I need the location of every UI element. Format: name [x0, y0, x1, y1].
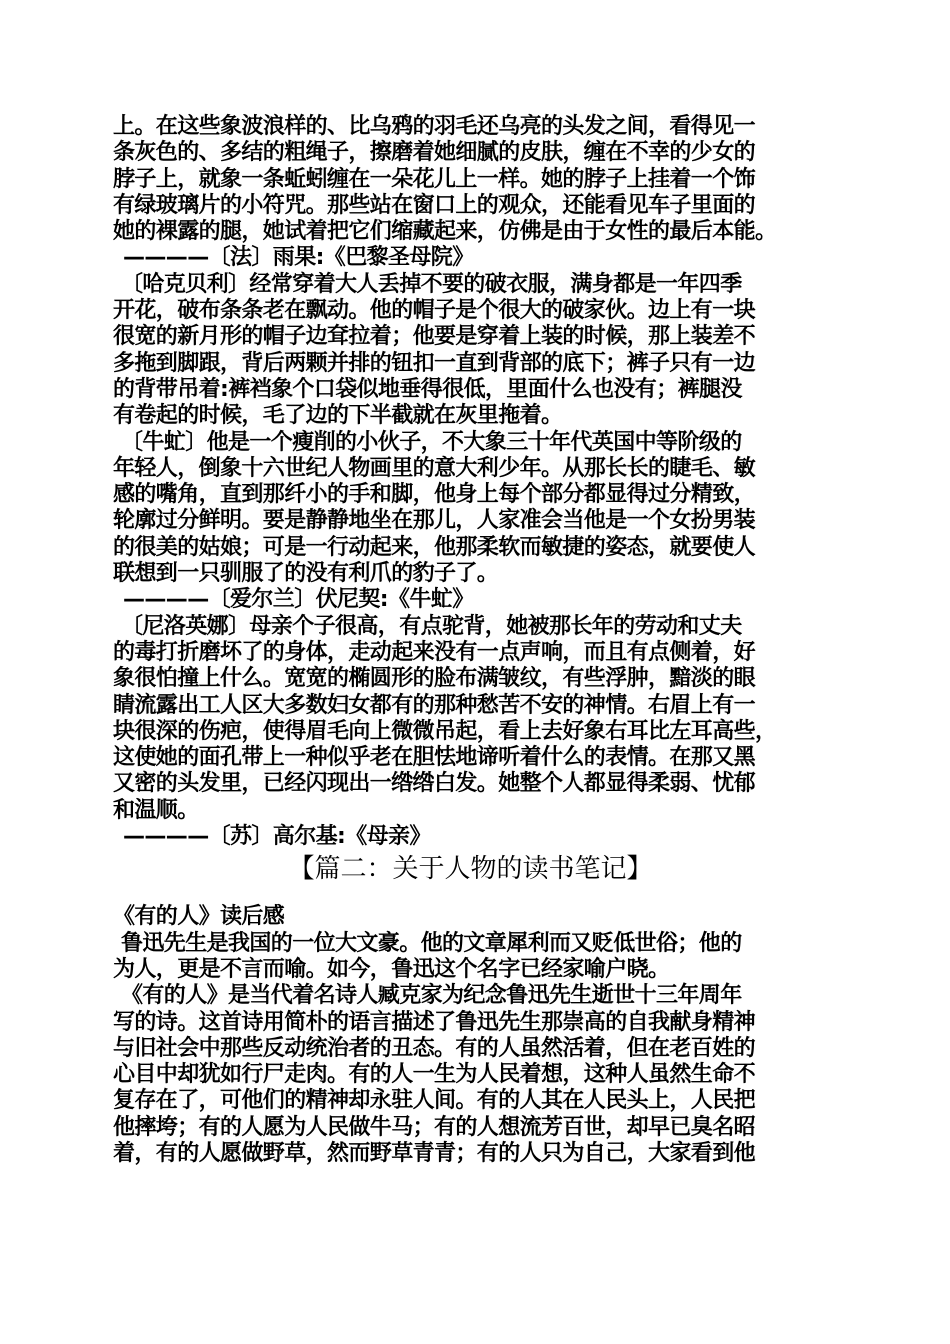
- text-line: 他摔垮；有的人愿为人民做牛马；有的人想流芳百世，却早已臭名昭: [113, 1114, 756, 1140]
- text-line: 她的裸露的腿，她试着把它们缩藏起来，仿佛是由于女性的最后本能。: [113, 219, 777, 245]
- text-line: 有卷起的时候，毛了边的下半截就在灰里拖着。: [113, 403, 563, 429]
- text-line: 条灰色的、多结的粗绳子，擦磨着她细腻的皮肤，缠在不幸的少女的: [113, 140, 756, 166]
- attribution-line: ————〔法〕雨果:《巴黎圣母院》: [123, 245, 474, 271]
- text-line: 又密的头发里，已经闪现出一绺绺白发。她整个人都显得柔弱、忧郁: [113, 771, 756, 797]
- text-line: 象很怕撞上什么。宽宽的椭圆形的脸布满皱纹，有些浮肿，黯淡的眼: [113, 666, 756, 692]
- text-line: 睛流露出工人区大多数妇女都有的那种愁苦不安的神情。右眉上有一: [113, 692, 756, 718]
- text-line: 《有的人》是当代着名诗人臧克家为纪念鲁迅先生逝世十三年周年: [121, 983, 742, 1009]
- text-line: 脖子上，就象一条蚯蚓缠在一朵花儿上一样。她的脖子上挂着一个饰: [113, 166, 756, 192]
- reading-note: [113, 904, 848, 1167]
- text-line: 上。在这些象波浪样的、比乌鸦的羽毛还乌亮的头发之间，看得见一: [113, 114, 756, 139]
- text-line: 多拖到脚跟，背后两颗并排的钮扣一直到背部的底下；裤子只有一边: [113, 350, 756, 376]
- text-line: 鲁迅先生是我国的一位大文豪。他的文章犀利而又贬低世俗；他的: [121, 930, 742, 956]
- text-line: 为人，更是不言而喻。如今，鲁迅这个名字已经家喻户晓。: [113, 956, 670, 982]
- text-line: 年轻人，倒象十六世纪人物画里的意大利少年。从那长长的睫毛、敏: [113, 455, 756, 481]
- mother-excerpt: [113, 614, 848, 851]
- text-line: 有绿玻璃片的小符咒。那些站在窗口上的观众，还能看见车子里面的: [113, 192, 756, 218]
- text-line: 复存在了，可他们的精神却永驻人间。有的人其在人民头上，人民把: [113, 1088, 756, 1114]
- text-line: 写的诗。这首诗用简朴的语言描述了鲁迅先生那崇高的自我献身精神: [113, 1009, 756, 1035]
- gadfly-excerpt: [113, 430, 848, 614]
- text-line: 这使她的面孔带上一种似乎老在胆怯地谛听着什么的表情。在那又黑: [113, 745, 756, 771]
- section-title: 【篇二：关于人物的读书笔记】: [288, 854, 653, 885]
- text-line: 着，有的人愿做野草，然而野草青青；有的人只为自己，大家看到他: [113, 1140, 756, 1166]
- text-line: 和温顺。: [113, 797, 199, 823]
- text-line: 心目中却犹如行尸走肉。有的人一生为人民着想，这种人虽然生命不: [113, 1062, 756, 1088]
- attribution-line: ————〔苏〕高尔基:《母亲》: [123, 824, 431, 850]
- text-line: 很宽的新月形的帽子边耷拉着；他要是穿着上装的时候，那上装差不: [113, 324, 756, 350]
- text-line: 的很美的姑娘；可是一行动起来，他那柔软而敏捷的姿态，就要使人: [113, 534, 756, 560]
- text-line: 开花，破布条条老在飘动。他的帽子是个很大的破家伙。边上有一块: [113, 298, 756, 324]
- text-line: 〔哈克贝利〕经常穿着大人丢掉不要的破衣服，满身都是一年四季: [121, 271, 742, 297]
- note-subtitle: 《有的人》读后感: [113, 904, 285, 930]
- document-page: [113, 114, 848, 1167]
- text-line: 〔尼洛英娜〕母亲个子很高，有点驼背，她被那长年的劳动和丈夫: [121, 613, 742, 639]
- huckleberry-excerpt: [113, 272, 848, 430]
- text-line: 〔牛虻〕他是一个瘦削的小伙子，不大象三十年代英国中等阶级的: [121, 429, 742, 455]
- text-line: 联想到一只驯服了的没有利爪的豹子了。: [113, 561, 499, 587]
- text-line: 的背带吊着:裤裆象个口袋似地垂得很低，里面什么也没有；裤腿没: [113, 376, 742, 402]
- text-line: 轮廓过分鲜明。要是静静地坐在那儿，人家准会当他是一个女扮男装: [113, 508, 756, 534]
- text-line: 的毒打折磨坏了的身体，走动起来没有一点声响，而且有点侧着，好: [113, 639, 756, 665]
- text-line: 与旧社会中那些反动统治者的丑态。有的人虽然活着，但在老百姓的: [113, 1035, 756, 1061]
- text-line: 块很深的伤疤，使得眉毛向上微微吊起，看上去好象右耳比左耳高些，: [113, 718, 777, 744]
- attribution-line: ————〔爱尔兰〕伏尼契:《牛虻》: [123, 587, 474, 613]
- hugo-excerpt: [113, 114, 848, 272]
- text-line: 感的嘴角，直到那纤小的手和脚，他身上每个部分都显得过分精致，: [113, 482, 756, 508]
